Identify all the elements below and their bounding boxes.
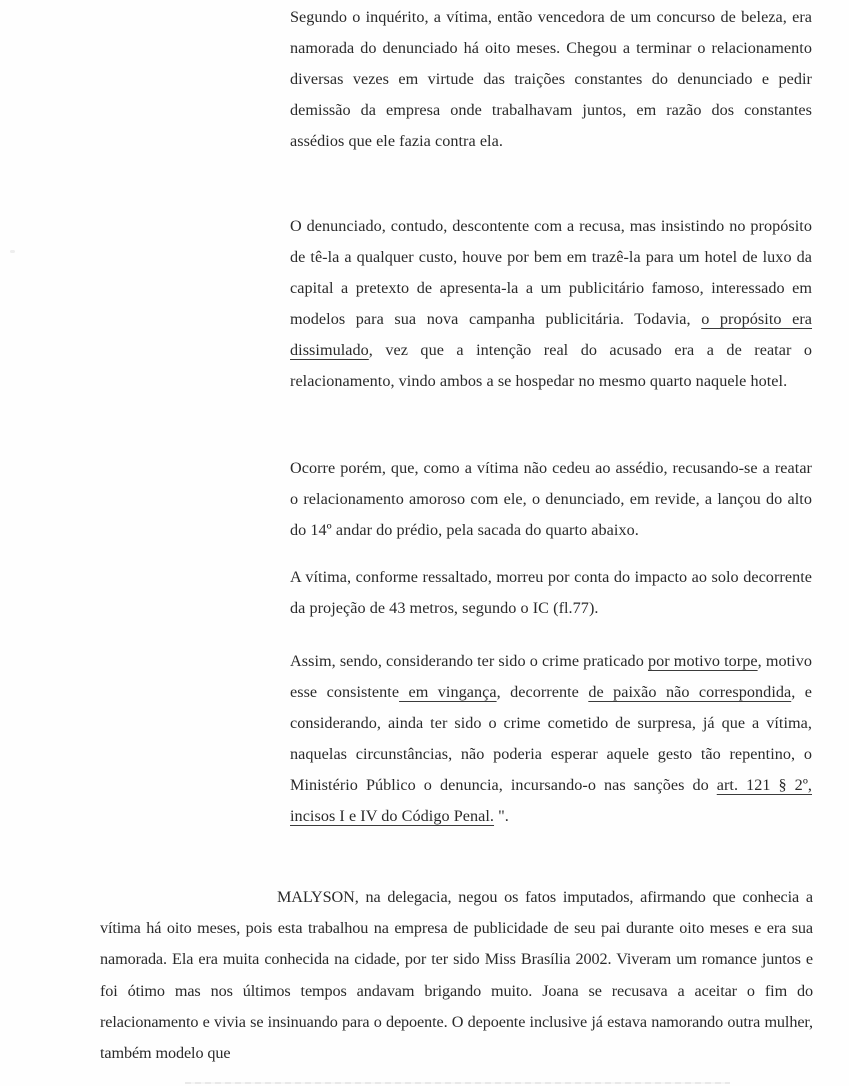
text-segment: O denunciado, contudo, descontente com a recusa, mas insistindo no propósito de tê-la a qualquer custo, houve por bem em trazê-la para um hotel de luxo da capital a pretexto de apresenta-la a um publicitário famoso, interessado em modelos para sua nova campanha publicitária. Todavia, xyxy=(290,217,812,328)
quote-paragraph-text xyxy=(290,453,812,546)
body-paragraph-text: MALYSON, na delegacia, negou os fatos imputados, afirmando que conhecia a vítima há oito meses, pois esta trabalhou na empresa de publicidade de seu pai durante oito meses e era sua namorada. Ela era muita conhecida na cidade, por ter sido Miss Brasília 2002. Viveram um romance juntos e foi ótimo mas nos últimos tempos andavam brigando muito. Joana se recusava a aceitar o fim do relacionamento e vivia se insinuando para o depoente. O depoente inclusive já estava namorando outra mulher, também modelo que xyxy=(100,888,813,1063)
quote-paragraph-text xyxy=(290,2,812,157)
text-segment: ". xyxy=(494,807,509,825)
text-segment: A vítima, conforme ressaltado, morreu por conta do impacto ao solo decorrente da projeção de 43 metros, segundo o IC (fl.77). xyxy=(290,568,812,617)
underlined-text: de paixão não correspondida xyxy=(588,683,792,701)
quote-paragraph-text xyxy=(290,562,812,624)
underlined-text: art. 121 § 2º, incisos I e IV do Código Penal. xyxy=(290,776,812,825)
text-segment: , e considerando, ainda ter sido o crime cometido de surpresa, já que a vítima, naquelas circunstâncias, não poderia esperar aquele gesto tão repentino, o Ministério Público o denuncia, incursando-o nas sanções do xyxy=(290,683,812,794)
faded-next-line xyxy=(185,1082,730,1084)
quote-paragraph-1 xyxy=(290,2,812,157)
quote-paragraph-text xyxy=(290,646,812,832)
quote-paragraph-5 xyxy=(290,646,812,832)
scan-smudge xyxy=(10,250,15,253)
quote-paragraph-4 xyxy=(290,562,812,624)
text-segment: Segundo o inquérito, a vítima, então vencedora de um concurso de beleza, era namorada do denunciado há oito meses. Chegou a terminar o relacionamento diversas vezes em virtude das traições constantes do denunciado e pedir demissão da empresa onde trabalhavam juntos, em razão dos constantes assédios que ele fazia contra ela. xyxy=(290,8,812,150)
quote-paragraph-2 xyxy=(290,211,812,397)
quote-paragraph-text xyxy=(290,211,812,397)
body-paragraph xyxy=(100,882,813,1069)
underlined-text: em vingança xyxy=(399,683,497,701)
underlined-text: por motivo torpe xyxy=(647,652,758,670)
quote-paragraph-3 xyxy=(290,453,812,546)
text-segment: , motivo esse consistente xyxy=(290,652,812,701)
underlined-text: o propósito era dissimulado xyxy=(290,310,813,359)
text-segment: Ocorre porém, que, como a vítima não cedeu ao assédio, recusando-se a reatar o relacionamento amoroso com ele, o denunciado, em revide, a lançou do alto do 14º andar do prédio, pela sacada do quarto abaixo. xyxy=(290,459,812,539)
text-segment: , decorrente xyxy=(496,683,589,701)
text-segment: , vez que a intenção real do acusado era a de reatar o relacionamento, vindo ambos a se hospedar no mesmo quarto naquele hotel. xyxy=(290,341,812,390)
text-segment: Assim, sendo, considerando ter sido o crime praticado xyxy=(290,652,648,670)
